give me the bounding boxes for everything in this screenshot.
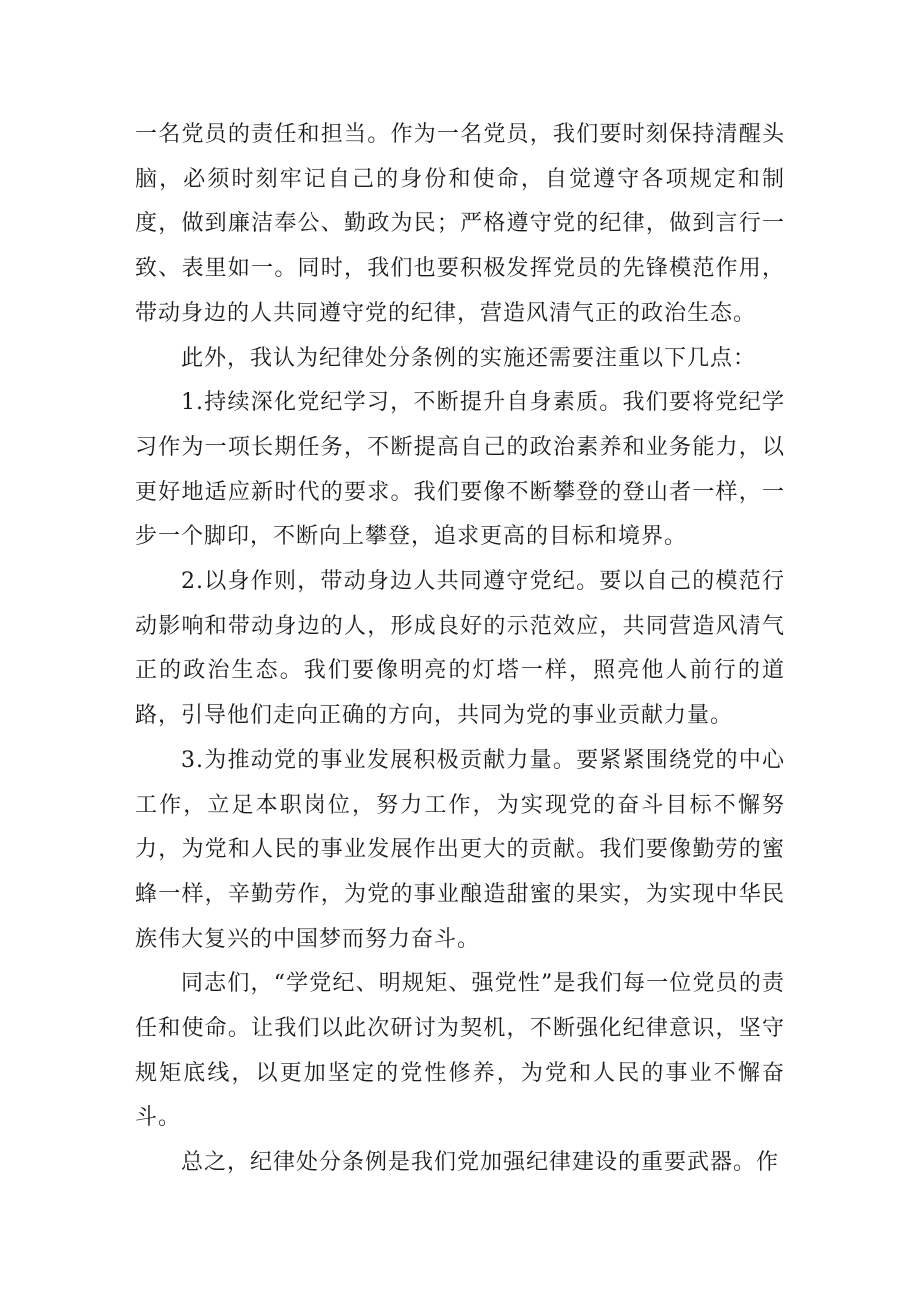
paragraph-continuation: 一名党员的责任和担当。作为一名党员，我们要时刻保持清醒头脑，必须时刻牢记自己的身份和使命，自觉遵守各项规定和制度，做到廉洁奉公、勤政为民；严格遵守党的纪律，做到言行一致、表里如一。同时，我们也要积极发挥党员的先锋模范作用，带动身边的人共同遵守党的纪律，营造风清气正的政治生态。 xyxy=(135,122,785,326)
paragraph-intro-points: 此外，我认为纪律处分条例的实施还需要注重以下几点： xyxy=(181,345,757,371)
paragraph-comrades: 同志们，“学党纪、明规矩、强党性”是我们每一位党员的责任和使命。让我们以此次研讨为契机，不断强化纪律意识，坚守规矩底线，以更加坚定的党性修养，为党和人民的事业不懈奋斗。 xyxy=(135,971,785,1131)
paragraph-conclusion: 总之，纪律处分条例是我们党加强纪律建设的重要武器。作 xyxy=(181,1150,780,1176)
paragraph-point-3: 3.为推动党的事业发展积极贡献力量。要紧紧围绕党的中心工作，立足本职岗位，努力工作，为实现党的奋斗目标不懈努力，为党和人民的事业发展作出更大的贡献。我们要像勤劳的蜜蜂一样，辛勤劳作，为党的事业酿造甜蜜的果实，为实现中华民族伟大复兴的中国梦而努力奋斗。 xyxy=(135,747,785,952)
paragraph-point-2: 2.以身作则，带动身边人共同遵守党纪。要以自己的模范行动影响和带动身边的人，形成良好的示范效应，共同营造风清气正的政治生态。我们要像明亮的灯塔一样，照亮他人前行的道路，引导他们走向正确的方向，共同为党的事业贡献力量。 xyxy=(135,569,785,729)
paragraph-point-1: 1.持续深化党纪学习，不断提升自身素质。我们要将党纪学习作为一项长期任务，不断提高自己的政治素养和业务能力，以更好地适应新时代的要求。我们要像不断攀登的登山者一样，一步一个脚印，不断向上攀登，追求更高的目标和境界。 xyxy=(135,390,785,550)
document-body xyxy=(135,113,785,1186)
